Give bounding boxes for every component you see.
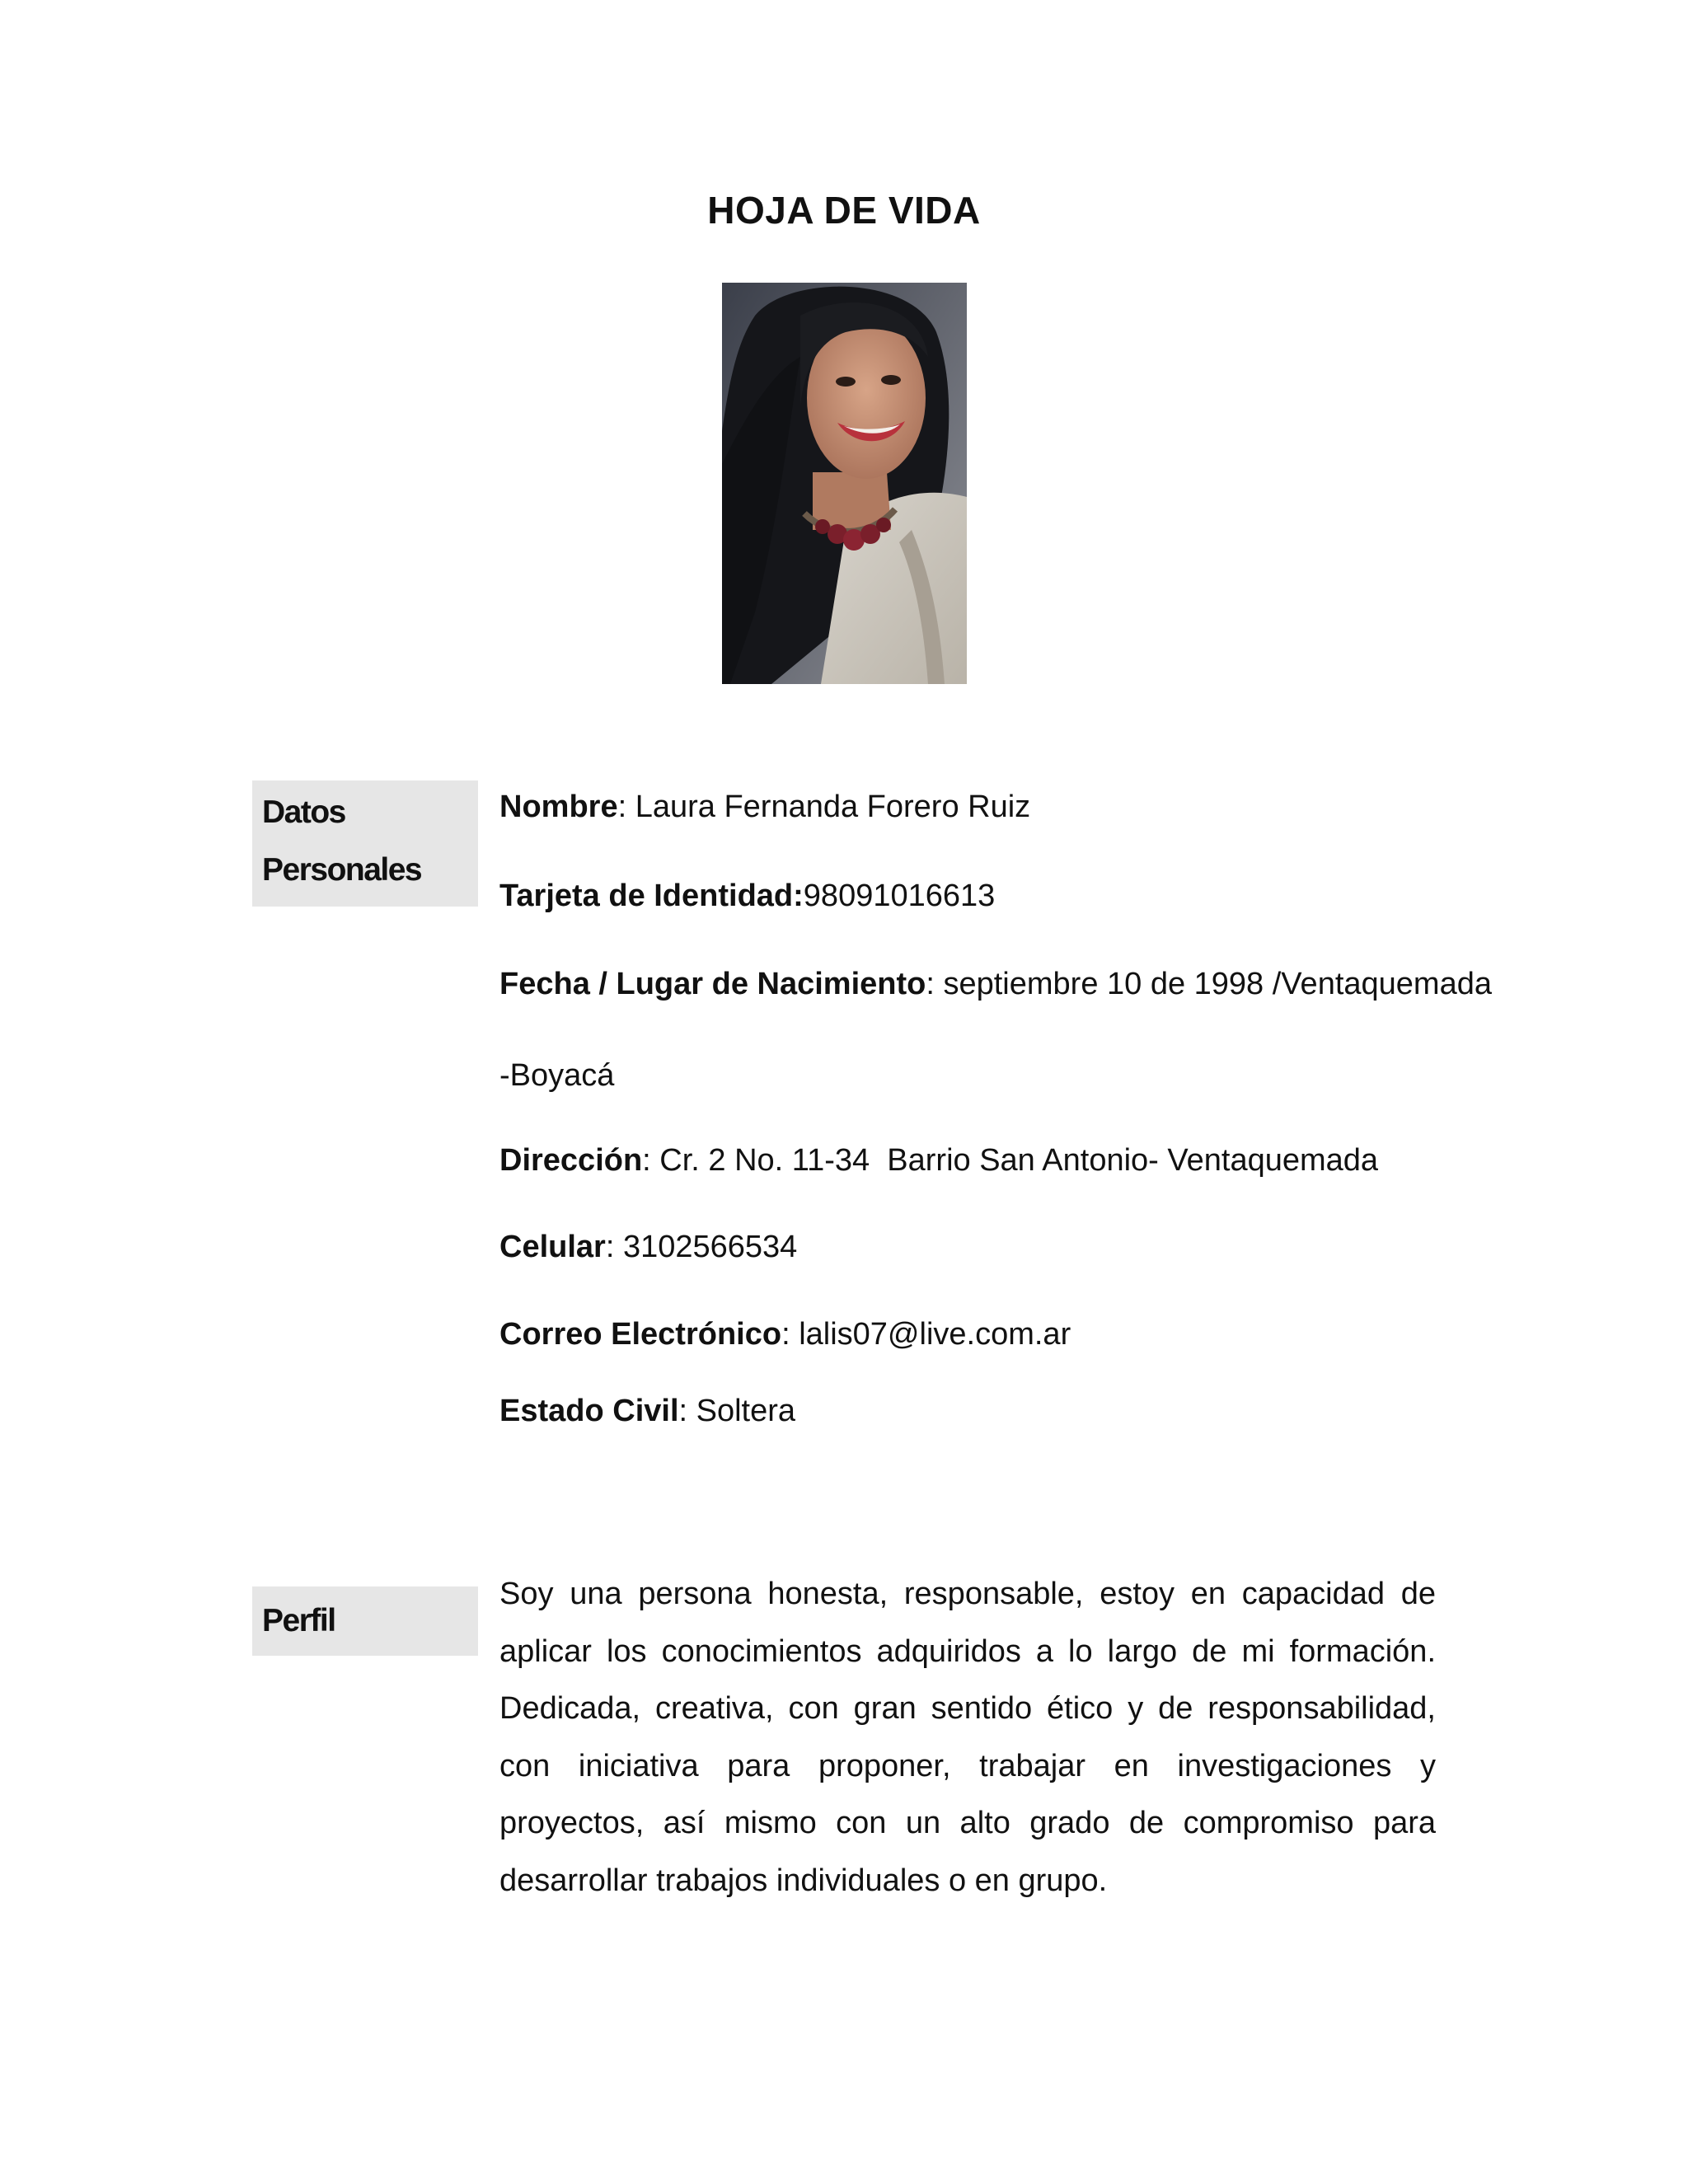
field-lugar-continuacion: -Boyacá: [499, 1058, 615, 1093]
section-label-line: Datos: [262, 794, 345, 830]
field-correo-electronico: Correo Electrónico: lalis07@live.com.ar: [499, 1317, 1071, 1352]
field-celular: Celular: 3102566534: [499, 1230, 798, 1264]
portrait-photo: [722, 283, 967, 684]
section-label-perfil: Perfil: [252, 1586, 478, 1656]
field-fecha-lugar-nacimiento: Fecha / Lugar de Nacimiento: septiembre 10 de 1998 /Ventaquemada: [499, 967, 1492, 1001]
section-label-line: Personales: [262, 852, 422, 888]
profile-text: Soy una persona honesta, responsable, estoy en capacidad de aplicar los conocimientos adquiridos a lo largo de mi formación. Dedicada, creativa, con gran sentido ético y de responsabilidad, con iniciativa para proponer, trabajar en investigaciones y proyectos, así mismo con un alto grado de compromiso para desarrollar trabajos individuales o en grupo.: [499, 1577, 1436, 1898]
section-label-datos-personales: [252, 780, 478, 907]
page-title: HOJA DE VIDA: [707, 189, 981, 232]
field-estado-civil: Estado Civil: Soltera: [499, 1394, 796, 1428]
field-tarjeta-identidad: Tarjeta de Identidad:98091016613: [499, 879, 996, 913]
field-nombre: Nombre: Laura Fernanda Forero Ruiz: [499, 790, 1031, 824]
field-direccion: Dirección: Cr. 2 No. 11-34 Barrio San Antonio- Ventaquemada: [499, 1143, 1379, 1178]
